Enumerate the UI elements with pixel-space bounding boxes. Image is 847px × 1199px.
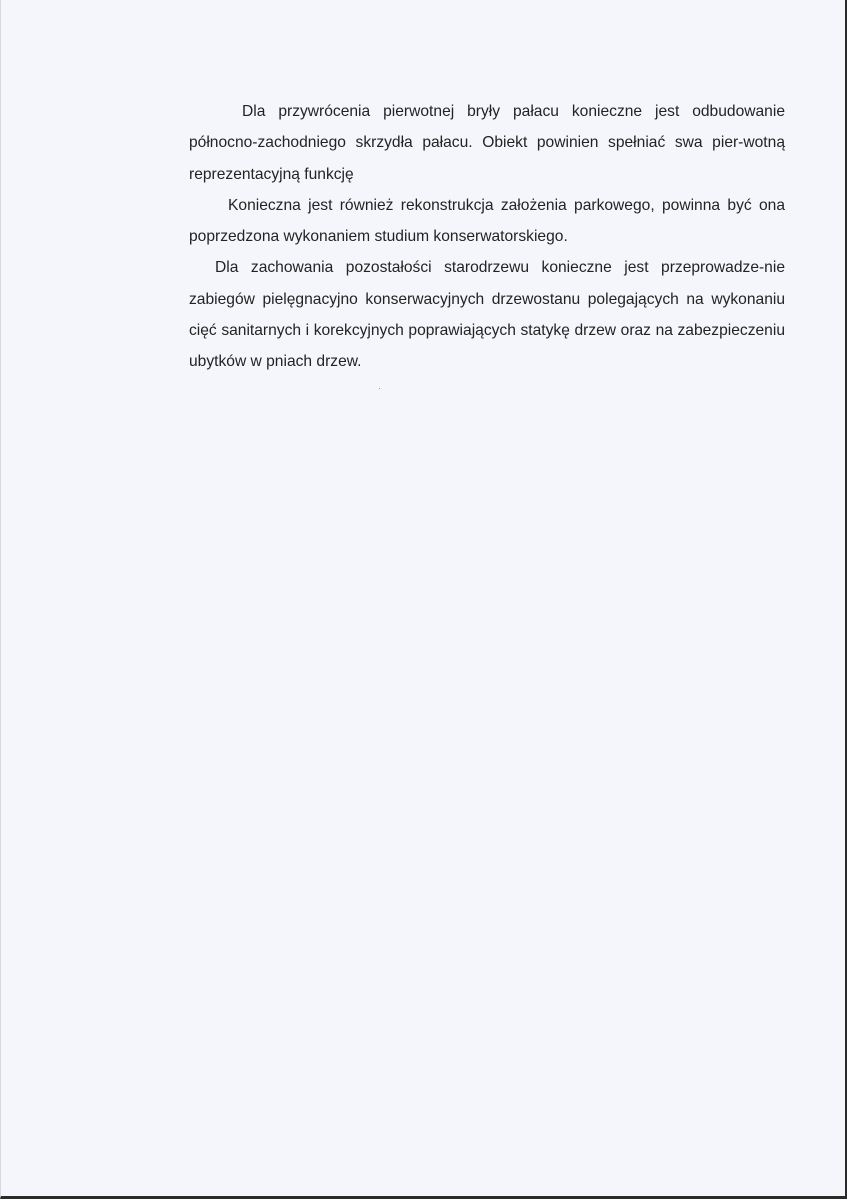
scan-speck <box>379 388 380 389</box>
paragraph-park-reconstruction: Konieczna jest również rekonstrukcja założenia parkowego, powinna być ona poprzedzona wykonaniem studium konserwatorskiego. <box>189 196 785 246</box>
paragraph-tree-preservation: Dla zachowania pozostałości starodrzewu konieczne jest przeprowadze-nie zabiegów pielęgnacyjno konserwacyjnych drzewostanu polegających na wykonaniu cięć sanitarnych i korekcyjnych poprawiających statykę drzew oraz na zabezpieczeniu ubytków w pniach drzew. <box>189 259 785 371</box>
paragraph-palace-reconstruction: Dla przywrócenia pierwotnej bryły pałacu konieczne jest odbudowanie północno-zachodniego skrzydła pałacu. Obiekt powinien spełniać swa pier-wotną reprezentacyjną funkcję <box>189 103 785 183</box>
document-body <box>189 96 785 378</box>
